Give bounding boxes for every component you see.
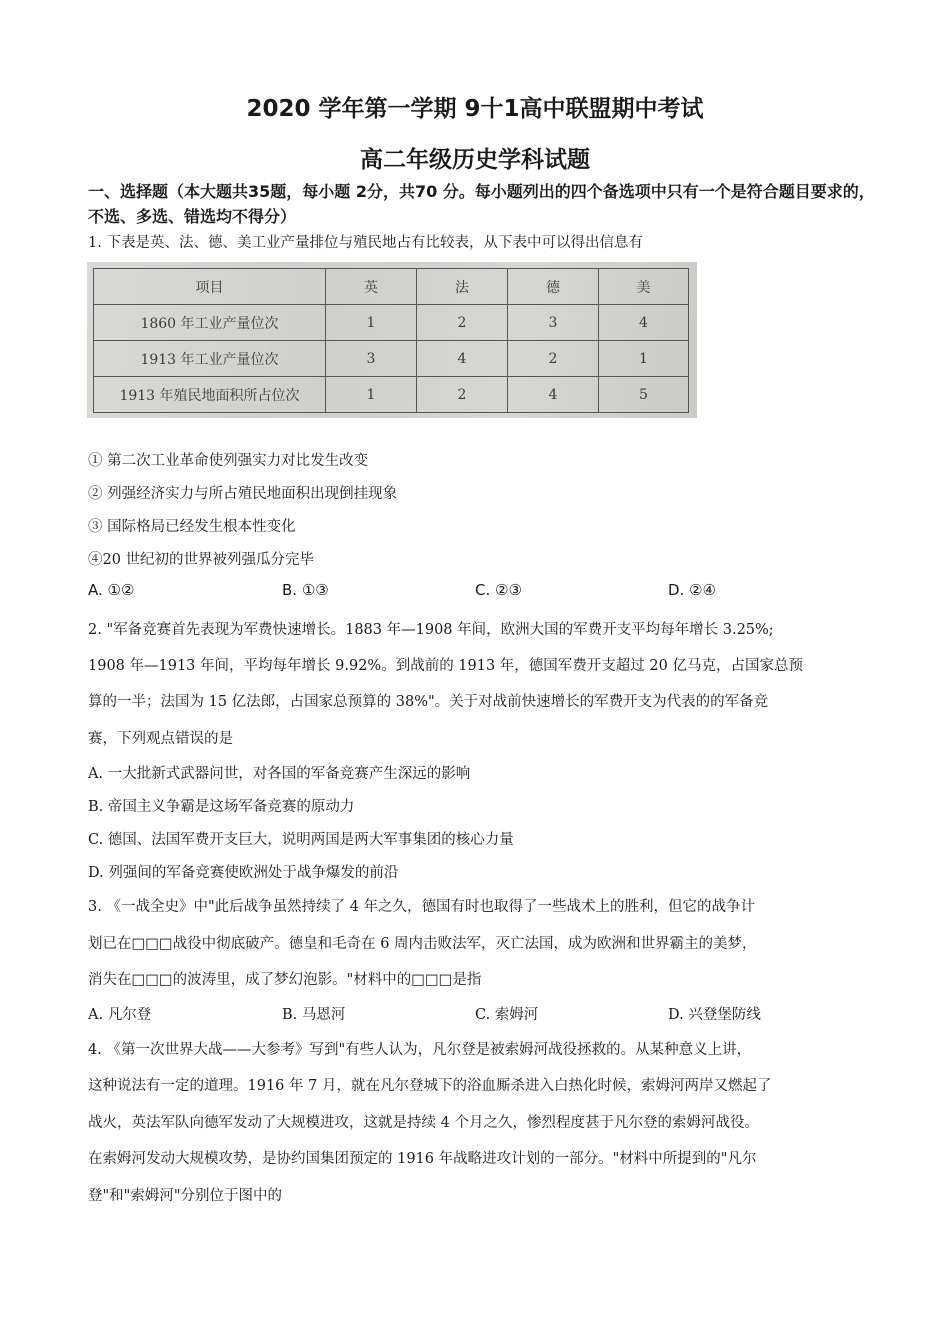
- question-3-option-a: A. 凡尔登: [88, 1007, 152, 1023]
- question-2-option-d: D. 列强间的军备竞赛使欧洲处于战争爆发的前沿: [88, 865, 399, 881]
- table-row: [94, 305, 689, 341]
- question-4-line: 战火，英法军队向德军发动了大规模进攻，这就是持续 4 个月之久，惨烈程度甚于凡尔登的索姆河战役。: [88, 1115, 759, 1131]
- table-cell: 1: [326, 305, 417, 341]
- question-2-line: 赛，下列观点错误的是: [88, 731, 233, 747]
- question-2-line: 1908 年—1913 年间，平均每年增长 9.92%。到战前的 1913 年，德国军费开支超过 20 亿马克，占国家总预: [88, 658, 803, 674]
- question-2-line: 算的一半；法国为 15 亿法郎，占国家总预算的 38%"。关于对战前快速增长的军费开支为代表的的军备竞: [88, 694, 769, 710]
- table-cell: 3: [326, 341, 417, 377]
- question-3-option-b: B. 马恩河: [282, 1007, 346, 1023]
- question-2-option-c: C. 德国、法国军费开支巨大，说明两国是两大军事集团的核心力量: [88, 832, 514, 848]
- question-1-table: [93, 268, 689, 413]
- table-header-cell: 项目: [94, 269, 326, 305]
- table-cell: 4: [508, 377, 599, 413]
- table-cell: 1: [326, 377, 417, 413]
- table-cell: 2: [417, 305, 508, 341]
- question-1-statement: ② 列强经济实力与所占殖民地面积出现倒挂现象: [88, 486, 398, 502]
- question-1-stem: 1. 下表是英、法、德、美工业产量排位与殖民地占有比较表，从下表中可以得出信息有: [88, 235, 643, 251]
- question-4-line: 这种说法有一定的道理。1916 年 7 月，就在凡尔登城下的浴血厮杀进入白热化时候，索姆河两岸又燃起了: [88, 1078, 772, 1094]
- table-cell: 4: [599, 305, 689, 341]
- table-header-cell: 美: [599, 269, 689, 305]
- table-header-cell: 法: [417, 269, 508, 305]
- table-cell: 4: [417, 341, 508, 377]
- question-1-table-photo: [87, 262, 697, 418]
- question-4-line: 登"和"索姆河"分别位于图中的: [88, 1188, 283, 1204]
- question-2-line: 2. "军备竞赛首先表现为军费快速增长。1883 年—1908 年间，欧洲大国的军费开支平均每年增长 3.25%;: [88, 622, 774, 638]
- question-1-statement: ④20 世纪初的世界被列强瓜分完毕: [88, 552, 315, 568]
- table-row: [94, 377, 689, 413]
- table-row: [94, 341, 689, 377]
- exam-title: 2020 学年第一学期 9十1高中联盟期中考试: [246, 96, 704, 122]
- section-header: 一、选择题（本大题共35题，每小题 2分，共70 分。每小题列出的四个备选项中只有一个是符合题目要求的，不选、多选、错选均不得分）: [88, 182, 875, 226]
- question-3-line: 消失在□□□的波涛里，成了梦幻泡影。"材料中的□□□是指: [88, 972, 482, 988]
- question-3-line: 3. 《一战全史》中"此后战争虽然持续了 4 年之久，德国有时也取得了一些战术上的胜利，但它的战争计: [88, 899, 756, 915]
- question-3-option-c: C. 索姆河: [475, 1007, 539, 1023]
- question-4-line: 在索姆河发动大规模攻势，是协约国集团预定的 1916 年战略进攻计划的一部分。"材料中所提到的"凡尔: [88, 1151, 757, 1167]
- table-cell: 1913 年殖民地面积所占位次: [94, 377, 326, 413]
- question-2-option-a: A. 一大批新式武器问世，对各国的军备竞赛产生深远的影响: [88, 766, 471, 782]
- question-2-option-b: B. 帝国主义争霸是这场军备竞赛的原动力: [88, 799, 355, 815]
- table-cell: 2: [417, 377, 508, 413]
- table-header-cell: 德: [508, 269, 599, 305]
- table-cell: 3: [508, 305, 599, 341]
- question-3-option-d: D. 兴登堡防线: [668, 1007, 761, 1023]
- question-1-statement: ③ 国际格局已经发生根本性变化: [88, 519, 296, 535]
- question-4-line: 4. 《第一次世界大战——大参考》写到"有些人认为，凡尔登是被索姆河战役拯救的。从某种意义上讲，: [88, 1042, 752, 1058]
- table-cell: 5: [599, 377, 689, 413]
- question-1-statement: ① 第二次工业革命使列强实力对比发生改变: [88, 453, 369, 469]
- table-header-row: [94, 269, 689, 305]
- table-header-cell: 英: [326, 269, 417, 305]
- table-cell: 1913 年工业产量位次: [94, 341, 326, 377]
- question-3-line: 划已在□□□战役中彻底破产。德皇和毛奇在 6 周内击败法军，灭亡法国，成为欧洲和世界霸主的美梦，: [88, 936, 757, 952]
- table-cell: 2: [508, 341, 599, 377]
- exam-subtitle: 高二年级历史学科试题: [360, 147, 590, 173]
- question-1-option-d: D. ②④: [668, 581, 716, 599]
- question-1-option-a: A. ①②: [88, 581, 135, 599]
- question-1-option-c: C. ②③: [475, 581, 522, 599]
- question-1-option-b: B. ①③: [282, 581, 329, 599]
- table-cell: 1860 年工业产量位次: [94, 305, 326, 341]
- table-cell: 1: [599, 341, 689, 377]
